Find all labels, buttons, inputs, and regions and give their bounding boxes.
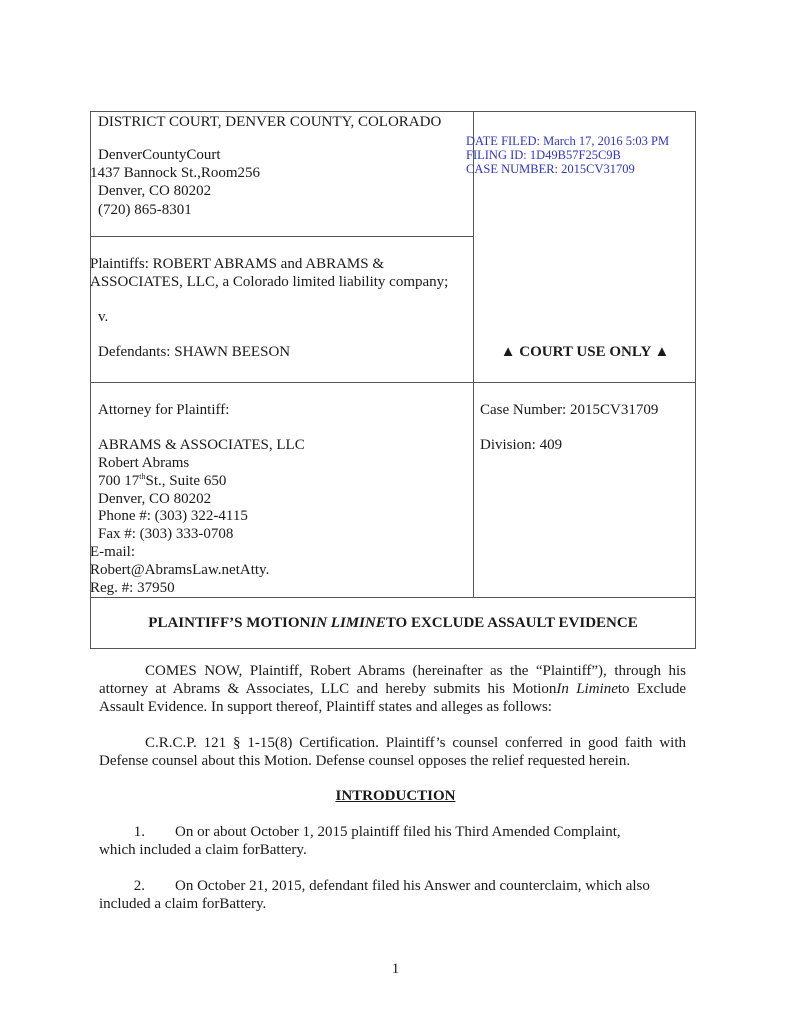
attorney-phone: Phone #: (303) 322-4115 (98, 508, 248, 524)
defendants: Defendants: SHAWN BEESON (98, 344, 291, 360)
caption-table (90, 111, 696, 649)
attorney-street: 700 17thSt., Suite 650 (98, 472, 227, 489)
case-number: Case Number: 2015CV31709 (480, 402, 659, 418)
intro-paragraph: COMES NOW, Plaintiff, Robert Abrams (hereinafter as the “Plaintiff”), through his attorney at Abrams & Associates, LLC and hereby submits his MotionIn Limineto Exclude Assault Evidence. In support thereof, Plaintiff states and alleges as follows: (99, 663, 686, 715)
filing-case-number: CASE NUMBER: 2015CV31709 (466, 162, 635, 176)
caption-divider-parties (90, 382, 696, 383)
filing-date: DATE FILED: March 17, 2016 5:03 PM (466, 134, 670, 148)
plaintiffs-line-2: ASSOCIATES, LLC, a Colorado limited liability company; (90, 274, 449, 290)
page-number: 1 (391, 961, 400, 977)
court-name: DISTRICT COURT, DENVER COUNTY, COLORADO (98, 114, 442, 130)
numbered-paragraph-2: 2. On October 21, 2015, defendant filed his Answer and counterclaim, which also included a claim forBattery. (99, 878, 650, 912)
court-address: 1437 Bannock St.,Room256 (90, 165, 261, 181)
section-heading: INTRODUCTION (335, 788, 456, 804)
caption-border-bottom (90, 648, 696, 649)
caption-border-top (90, 111, 696, 112)
court-city: Denver, CO 80202 (98, 183, 212, 199)
plaintiffs-line-1: Plaintiffs: ROBERT ABRAMS and ABRAMS & (90, 256, 385, 272)
versus: v. (98, 309, 109, 325)
numbered-paragraph-1: 1. On or about October 1, 2015 plaintiff filed his Third Amended Complaint, which included a claim forBattery. (99, 824, 621, 858)
certification-paragraph: C.R.C.P. 121 § 1-15(8) Certification. Plaintiff’s counsel conferred in good faith with Defense counsel about this Motion. Defense counsel opposes the relief requested herein. (99, 735, 686, 769)
attorney-fax: Fax #: (303) 333-0708 (98, 526, 234, 542)
motion-title: PLAINTIFF’S MOTIONIN LIMINETO EXCLUDE ASSAULT EVIDENCE (148, 615, 638, 631)
caption-border-right (695, 111, 696, 649)
division: Division: 409 (480, 437, 563, 453)
caption-divider-attorney (90, 597, 696, 598)
firm-name: ABRAMS & ASSOCIATES, LLC (98, 437, 305, 453)
caption-divider-court (90, 236, 474, 237)
email-label: E-mail: (90, 544, 135, 560)
court-use-only: ▲ COURT USE ONLY ▲ (500, 344, 670, 360)
attorney-reg: Reg. #: 37950 (90, 580, 175, 596)
attorney-city: Denver, CO 80202 (98, 491, 212, 507)
filing-id: FILING ID: 1D49B57F25C9B (466, 148, 621, 162)
attorney-label: Attorney for Plaintiff: (98, 402, 230, 418)
court-phone: (720) 865-8301 (98, 202, 192, 218)
court-short-name: DenverCountyCourt (98, 147, 221, 163)
attorney-name: Robert Abrams (98, 455, 190, 471)
attorney-email: Robert@AbramsLaw.netAtty. (90, 562, 270, 578)
